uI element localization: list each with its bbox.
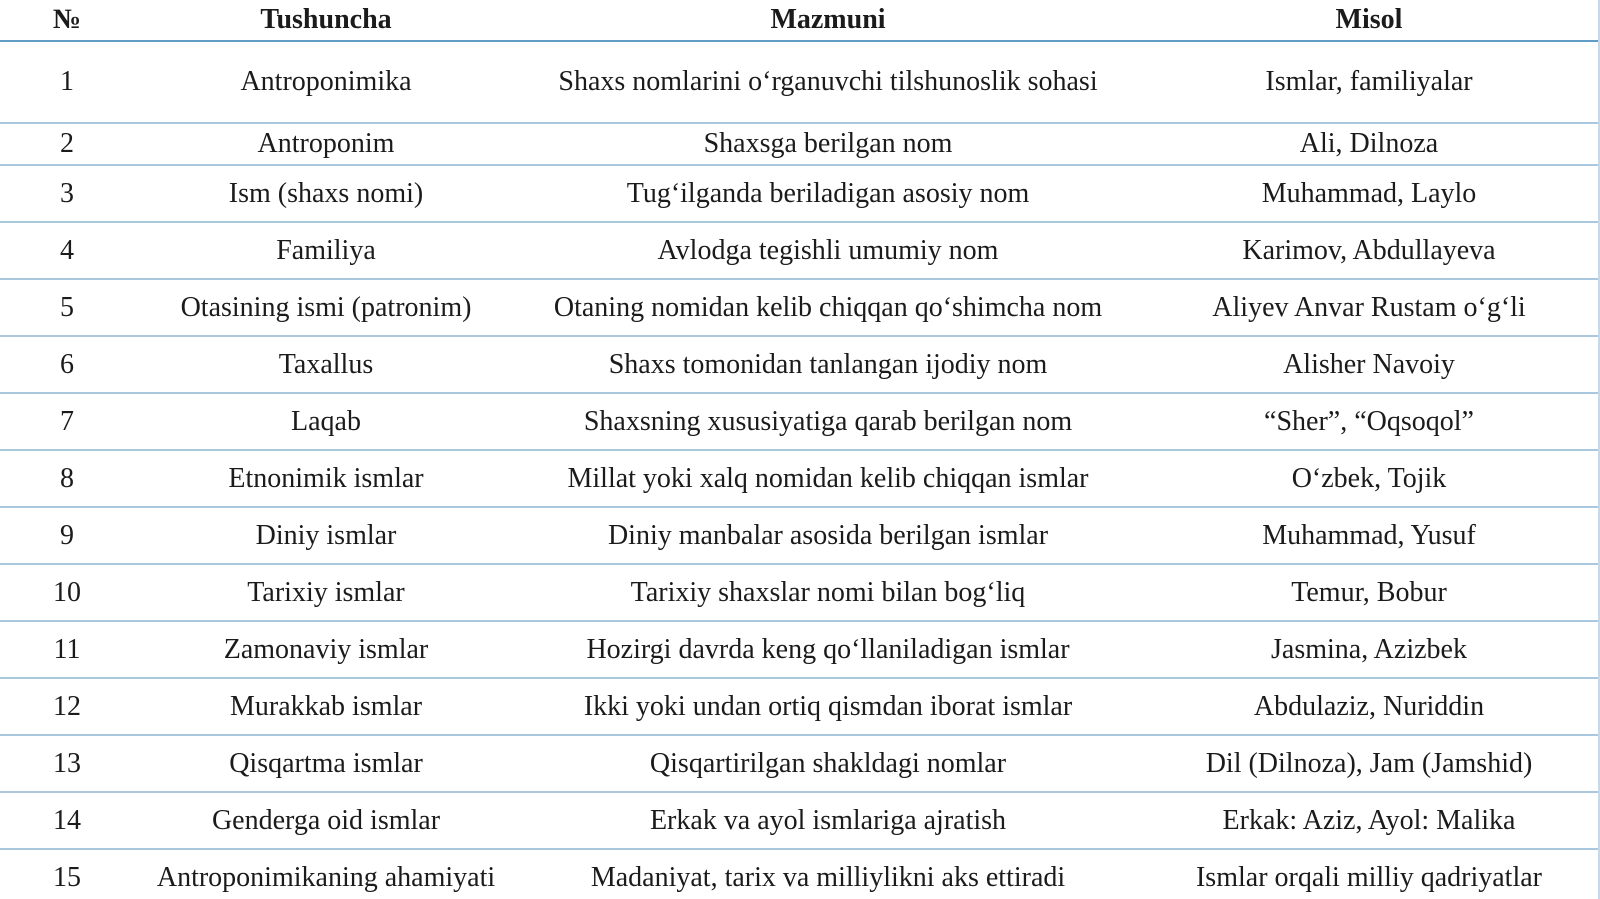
cell-number: 4	[0, 222, 134, 279]
cell-meaning: Shaxsning xususiyatiga qarab berilgan nom	[518, 393, 1138, 450]
cell-example: Karimov, Abdullayeva	[1138, 222, 1600, 279]
cell-meaning: Shaxsga berilgan nom	[518, 123, 1138, 165]
cell-example: Jasmina, Azizbek	[1138, 621, 1600, 678]
table-row	[0, 849, 1600, 899]
cell-number: 7	[0, 393, 134, 450]
cell-term: Familiya	[134, 222, 518, 279]
cell-number: 14	[0, 792, 134, 849]
table-row	[0, 279, 1600, 336]
cell-term: Antroponim	[134, 123, 518, 165]
table-row	[0, 165, 1600, 222]
cell-example: Muhammad, Yusuf	[1138, 507, 1600, 564]
table-row	[0, 450, 1600, 507]
cell-meaning: Erkak va ayol ismlariga ajratish	[518, 792, 1138, 849]
table-row	[0, 336, 1600, 393]
cell-term: Laqab	[134, 393, 518, 450]
cell-example: Aliyev Anvar Rustam o‘g‘li	[1138, 279, 1600, 336]
table-row	[0, 123, 1600, 165]
table-row	[0, 393, 1600, 450]
header-example: Misol	[1138, 0, 1600, 41]
cell-meaning: Ikki yoki undan ortiq qismdan iborat ismlar	[518, 678, 1138, 735]
header-number: №	[0, 0, 134, 41]
cell-number: 3	[0, 165, 134, 222]
cell-term: Murakkab ismlar	[134, 678, 518, 735]
cell-term: Genderga oid ismlar	[134, 792, 518, 849]
cell-term: Tarixiy ismlar	[134, 564, 518, 621]
cell-meaning: Madaniyat, tarix va milliylikni aks ettiradi	[590, 862, 1066, 893]
cell-number: 12	[0, 678, 134, 735]
cell-number: 15	[53, 862, 81, 893]
cell-example: “Sher”, “Oqsoqol”	[1138, 393, 1600, 450]
cell-number: 1	[0, 41, 134, 123]
table-row	[0, 41, 1600, 123]
cell-example: Alisher Navoiy	[1138, 336, 1600, 393]
header-meaning: Mazmuni	[518, 0, 1138, 41]
table-row	[0, 507, 1600, 564]
cell-term: Antroponimika	[134, 41, 518, 123]
cell-number: 6	[0, 336, 134, 393]
table-row	[0, 621, 1600, 678]
cell-meaning: Tug‘ilganda beriladigan asosiy nom	[518, 165, 1138, 222]
cell-example: Ali, Dilnoza	[1138, 123, 1600, 165]
cell-meaning: Shaxs nomlarini o‘rganuvchi tilshunoslik sohasi	[518, 41, 1138, 123]
cell-example: O‘zbek, Tojik	[1138, 450, 1600, 507]
cell-term: Otasining ismi (patronim)	[134, 279, 518, 336]
cell-meaning: Millat yoki xalq nomidan kelib chiqqan ismlar	[518, 450, 1138, 507]
cell-example: Dil (Dilnoza), Jam (Jamshid)	[1138, 735, 1600, 792]
cell-number: 11	[0, 621, 134, 678]
table-header	[0, 0, 1600, 41]
cell-term: Taxallus	[134, 336, 518, 393]
cell-example: Muhammad, Laylo	[1138, 165, 1600, 222]
cell-meaning: Qisqartirilgan shakldagi nomlar	[518, 735, 1138, 792]
cell-term: Ism (shaxs nomi)	[134, 165, 518, 222]
cell-number: 13	[0, 735, 134, 792]
table-row	[0, 564, 1600, 621]
cell-example: Abdulaziz, Nuriddin	[1138, 678, 1600, 735]
cell-term: Zamonaviy ismlar	[134, 621, 518, 678]
cell-term: Antroponimikaning ahamiyati	[156, 862, 496, 893]
header-row	[0, 0, 1600, 41]
cell-example: Ismlar orqali milliy qadriyatlar	[1195, 862, 1542, 893]
cell-meaning: Tarixiy shaxslar nomi bilan bog‘liq	[518, 564, 1138, 621]
table-body	[0, 41, 1600, 899]
cell-meaning: Hozirgi davrda keng qo‘llaniladigan ismlar	[518, 621, 1138, 678]
cell-number: 5	[0, 279, 134, 336]
cell-meaning: Otaning nomidan kelib chiqqan qo‘shimcha nom	[518, 279, 1138, 336]
table-row	[0, 792, 1600, 849]
cell-number: 2	[0, 123, 134, 165]
header-term: Tushuncha	[134, 0, 518, 41]
cell-meaning: Avlodga tegishli umumiy nom	[518, 222, 1138, 279]
cell-number: 10	[0, 564, 134, 621]
cell-number: 8	[0, 450, 134, 507]
cell-term: Qisqartma ismlar	[134, 735, 518, 792]
cell-term: Diniy ismlar	[134, 507, 518, 564]
cell-example: Temur, Bobur	[1138, 564, 1600, 621]
cell-example: Ismlar, familiyalar	[1138, 41, 1600, 123]
table-row	[0, 222, 1600, 279]
cell-term: Etnonimik ismlar	[134, 450, 518, 507]
table-row	[0, 735, 1600, 792]
cell-number: 9	[0, 507, 134, 564]
cell-example: Erkak: Aziz, Ayol: Malika	[1138, 792, 1600, 849]
table-row	[0, 678, 1600, 735]
cell-meaning: Shaxs tomonidan tanlangan ijodiy nom	[518, 336, 1138, 393]
cell-meaning: Diniy manbalar asosida berilgan ismlar	[518, 507, 1138, 564]
